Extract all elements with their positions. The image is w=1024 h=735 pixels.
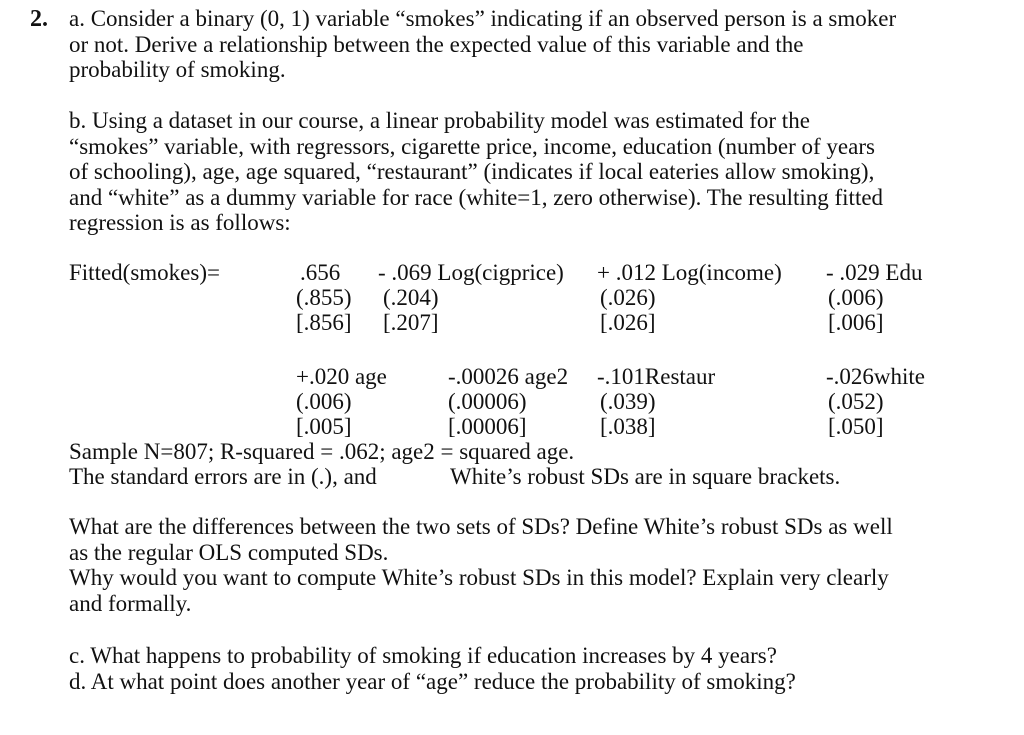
se-edu: (.006) xyxy=(828,285,884,310)
coef-age2: -.00026 age2 xyxy=(448,364,569,389)
se-restaur: (.039) xyxy=(600,389,656,414)
text-line: b. Using a dataset in our course, a linear probability model was estimated for the xyxy=(69,108,810,133)
se-white: (.052) xyxy=(828,389,884,414)
text-line: a. Consider a binary (0, 1) variable “smokes” indicating if an observed person is a smoker xyxy=(69,6,897,31)
text-line: d. At what point does another year of “age” reduce the probability of smoking? xyxy=(69,668,796,694)
text-line: regression is as follows: xyxy=(69,210,291,235)
se-age: (.006) xyxy=(296,389,352,414)
sample-line: Sample N=807; R-squared = .062; age2 = squared age. xyxy=(69,439,575,464)
part-b-questions xyxy=(69,514,989,616)
robust-se-age: [.005] xyxy=(296,414,352,439)
se-intercept: (.855) xyxy=(296,285,352,310)
se-log-income: (.026) xyxy=(600,285,656,310)
coef-white: -.026white xyxy=(826,364,926,389)
coef-age: +.020 age xyxy=(296,364,387,389)
se-log-cigprice: (.204) xyxy=(383,285,439,310)
robust-se-restaur: [.038] xyxy=(600,414,656,439)
se-age2: (.00006) xyxy=(448,389,527,414)
se-note-left: The standard errors are in (.), and xyxy=(69,464,377,489)
coef-edu: - .029 Edu xyxy=(826,260,923,285)
question-number: 2. xyxy=(30,6,48,32)
robust-se-white: [.050] xyxy=(828,414,884,439)
robust-se-age2: [.00006] xyxy=(448,414,527,439)
coef-log-cigprice: - .069 Log(cigprice) xyxy=(378,260,564,285)
text-line: and formally. xyxy=(69,590,192,616)
part-b-text xyxy=(69,108,989,236)
robust-se-intercept: [.856] xyxy=(296,310,352,335)
part-cd-text xyxy=(69,643,989,694)
robust-se-log-income: [.026] xyxy=(600,310,656,335)
robust-se-log-cigprice: [.207] xyxy=(383,310,439,335)
regression-lhs: Fitted(smokes)= xyxy=(69,260,220,285)
text-line: or not. Derive a relationship between the expected value of this variable and the xyxy=(69,31,804,57)
coef-intercept: .656 xyxy=(300,260,341,285)
text-line: “smokes” variable, with regressors, cigarette price, income, education (number of years xyxy=(69,133,875,159)
text-line: What are the differences between the two sets of SDs? Define White’s robust SDs as well xyxy=(69,514,893,539)
se-note-right: White’s robust SDs are in square brackets. xyxy=(450,464,841,489)
text-line: as the regular OLS computed SDs. xyxy=(69,539,389,565)
coef-restaur: -.101Restaur xyxy=(597,364,716,389)
text-line: c. What happens to probability of smoking if education increases by 4 years? xyxy=(69,643,777,668)
part-a-text xyxy=(69,6,989,83)
text-line: of schooling), age, age squared, “restaurant” (indicates if local eateries allow smoking), xyxy=(69,159,875,184)
text-line: Why would you want to compute White’s robust SDs in this model? Explain very clearly xyxy=(69,565,889,590)
robust-se-edu: [.006] xyxy=(828,310,884,335)
text-line: probability of smoking. xyxy=(69,57,286,82)
coef-log-income: + .012 Log(income) xyxy=(597,260,782,285)
text-line: and “white” as a dummy variable for race (white=1, zero otherwise). The resulting fitted xyxy=(69,184,884,210)
